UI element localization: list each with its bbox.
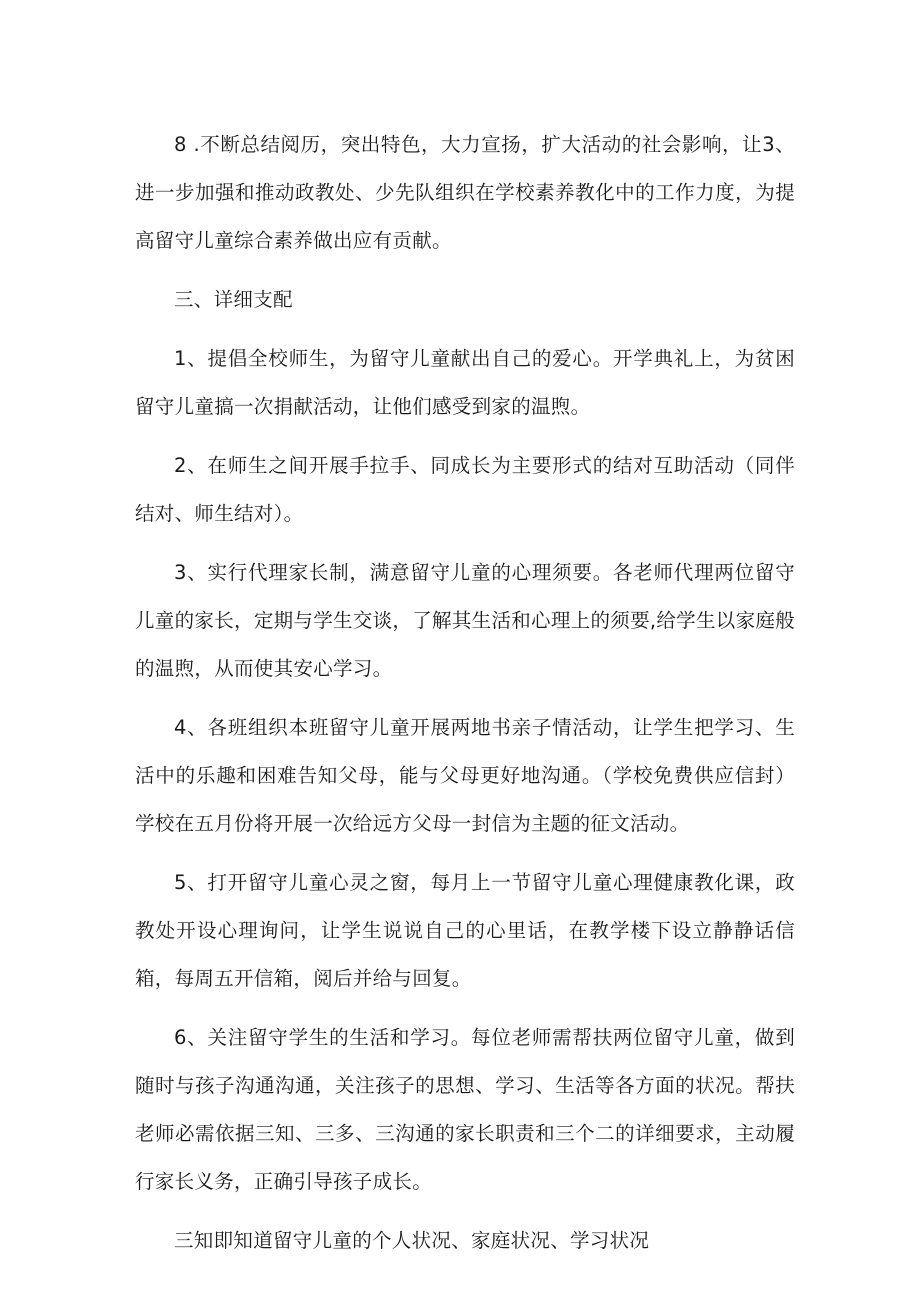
- section-heading-detailed-plan: 三、详细支配: [174, 288, 293, 311]
- paragraph-item-3: 3、实行代理家长制，满意留守儿童的心理须要。各老师代理两位留守儿童的家长，定期与学生交谈，了解其生活和心理上的须要,给学生以家庭般的温煦，从而使其安心学习。: [135, 561, 795, 680]
- document-body: [135, 121, 795, 1265]
- paragraph-item-6: 6、关注留守学生的生活和学习。每位老师需帮扶两位留守儿童，做到随时与孩子沟通沟通，关注孩子的思想、学习、生活等各方面的状况。帮扶老师必需依据三知、三多、三沟通的家长职责和三个二的详细要求，主动履行家长义务，正确引导孩子成长。: [135, 1026, 795, 1193]
- paragraph-item-2: 2、在师生之间开展手拉手、同成长为主要形式的结对互助活动（同伴结对、师生结对）。: [135, 454, 795, 525]
- paragraph-three-knows: 三知即知道留守儿童的个人状况、家庭状况、学习状况: [174, 1229, 650, 1252]
- paragraph-summary-goal: 8 .不断总结阅历，突出特色，大力宣扬，扩大活动的社会影响，让3、进一步加强和推动政教处、少先队组织在学校素养教化中的工作力度，为提高留守儿童综合素养做出应有贡献。: [135, 133, 795, 252]
- paragraph-item-5: 5、打开留守儿童心灵之窗，每月上一节留守儿童心理健康教化课，政教处开设心理询问，让学生说说自己的心里话，在教学楼下设立静静话信箱，每周五开信箱，阅后并给与回复。: [135, 871, 795, 990]
- paragraph-item-1: 1、提倡全校师生，为留守儿童献出自己的爱心。开学典礼上，为贫困留守儿童搞一次捐献活动，让他们感受到家的温煦。: [135, 347, 795, 418]
- paragraph-item-4: 4、各班组织本班留守儿童开展两地书亲子情活动，让学生把学习、生活中的乐趣和困难告知父母，能与父母更好地沟通。（学校免费供应信封）学校在五月份将开展一次给远方父母一封信为主题的征文活动。: [135, 716, 795, 835]
